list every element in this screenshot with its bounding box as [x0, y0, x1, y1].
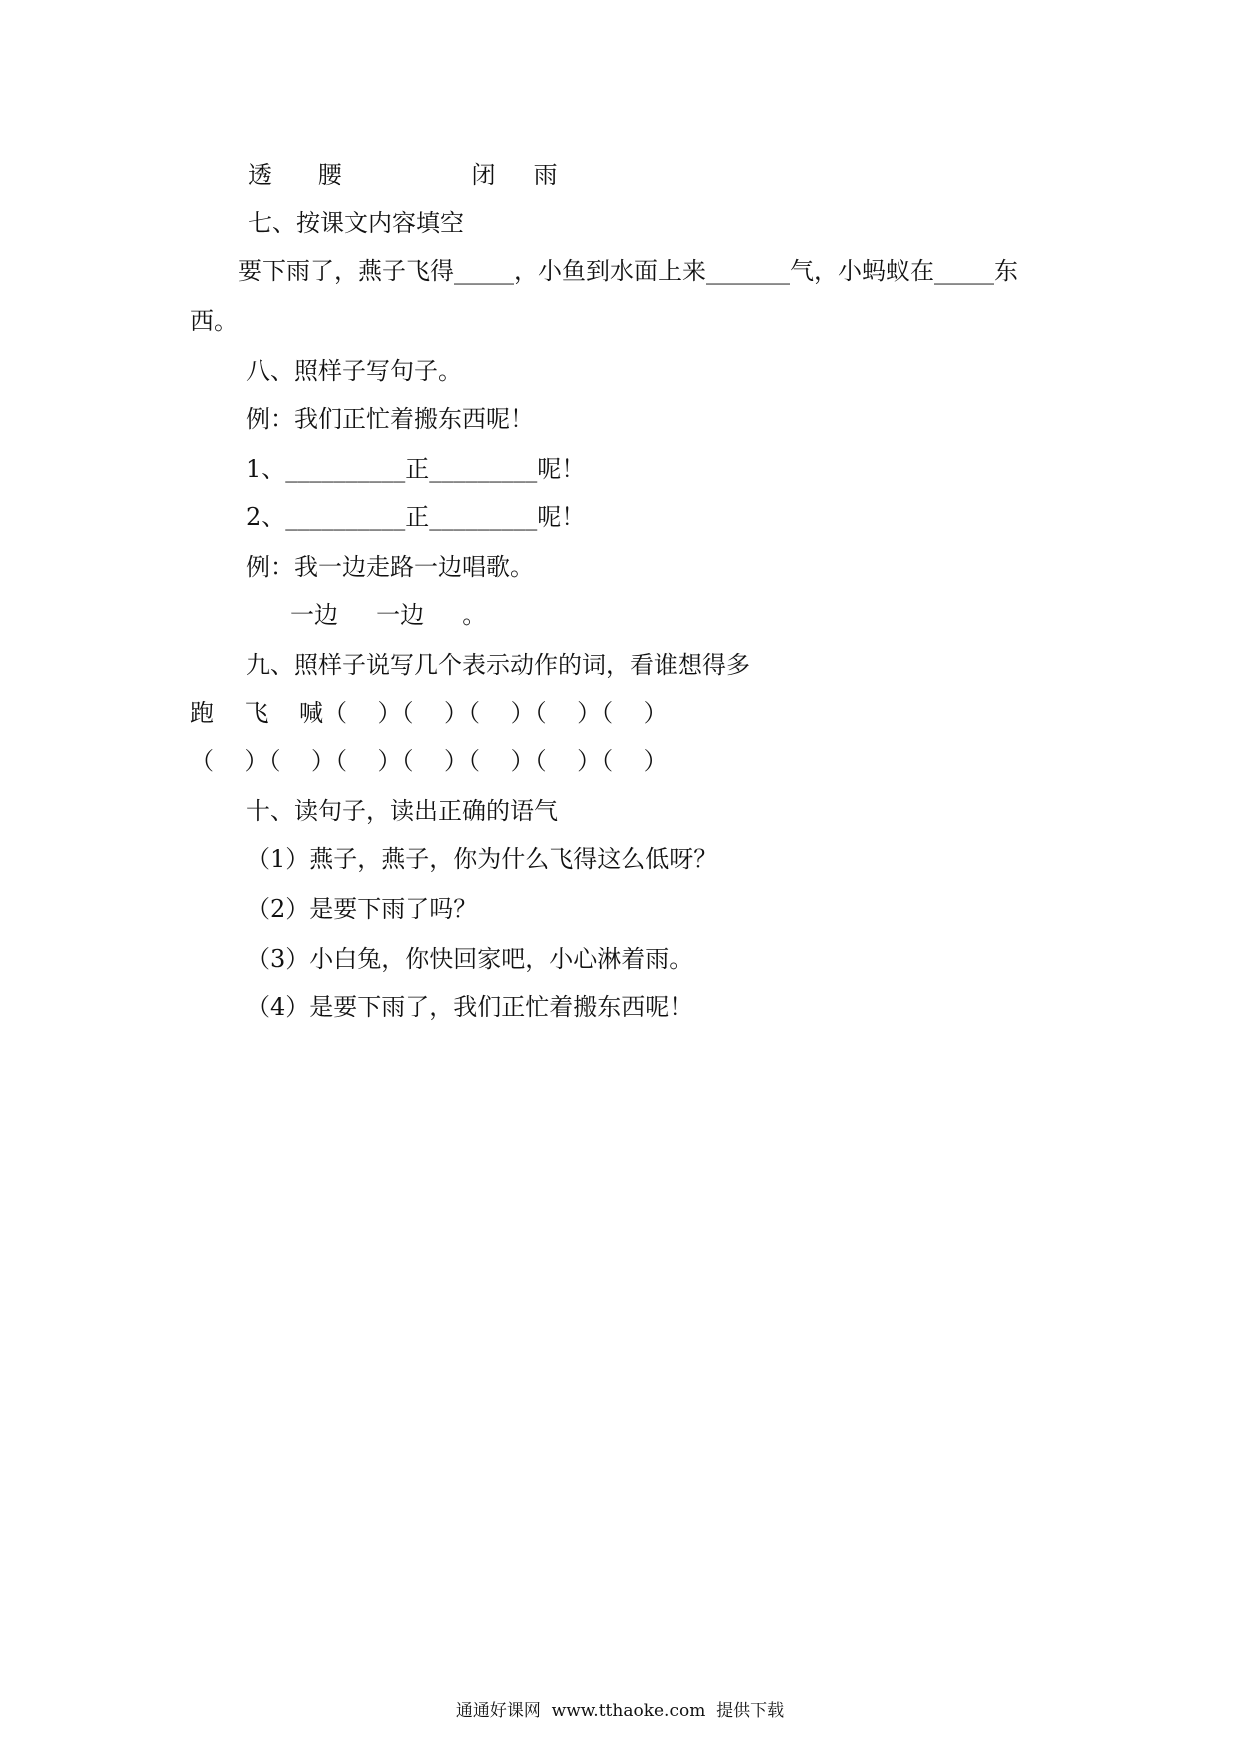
section-10-sentence-3: （3）小白兔，你快回家吧，小心淋着雨。	[246, 945, 694, 973]
section-8-item-1: 1、__________正_________呢！	[246, 455, 586, 483]
section-8-title: 八、照样子写句子。	[246, 357, 462, 385]
section-7-fill-line-1: 要下雨了，燕子飞得_____，小鱼到水面上来_______气，小蚂蚁在_____东	[238, 257, 1018, 285]
section-9-title: 九、照样子说写几个表示动作的词，看谁想得多	[246, 651, 750, 679]
section-9-words-row-1: 跑 飞 喊（ ）（ ）（ ）（ ）（ ）	[190, 699, 668, 727]
section-8-example-1: 例：我们正忙着搬东西呢！	[246, 405, 534, 433]
section-7-fill-line-2: 西。	[190, 307, 238, 335]
section-7-title: 七、按课文内容填空	[248, 209, 464, 237]
section-8-item-2: 2、__________正_________呢！	[246, 503, 586, 531]
page-footer: 通通好课网 www.tthaoke.com 提供下载	[455, 1701, 785, 1721]
section-10-sentence-4: （4）是要下雨了，我们正忙着搬东西呢！	[246, 993, 694, 1021]
section-8-yibian-blank: 一边 一边 。	[290, 601, 487, 629]
section-8-example-2: 例：我一边走路一边唱歌。	[246, 553, 534, 581]
section-10-sentence-2: （2）是要下雨了吗？	[246, 895, 478, 923]
section-10-title: 十、读句子，读出正确的语气	[246, 797, 558, 825]
section-10-sentence-1: （1）燕子，燕子，你为什么飞得这么低呀？	[246, 845, 718, 873]
section-9-words-row-2: （ ）（ ）（ ）（ ）（ ）（ ）（ ）	[190, 747, 668, 775]
characters-row: 透 腰 闭 雨	[248, 161, 558, 189]
